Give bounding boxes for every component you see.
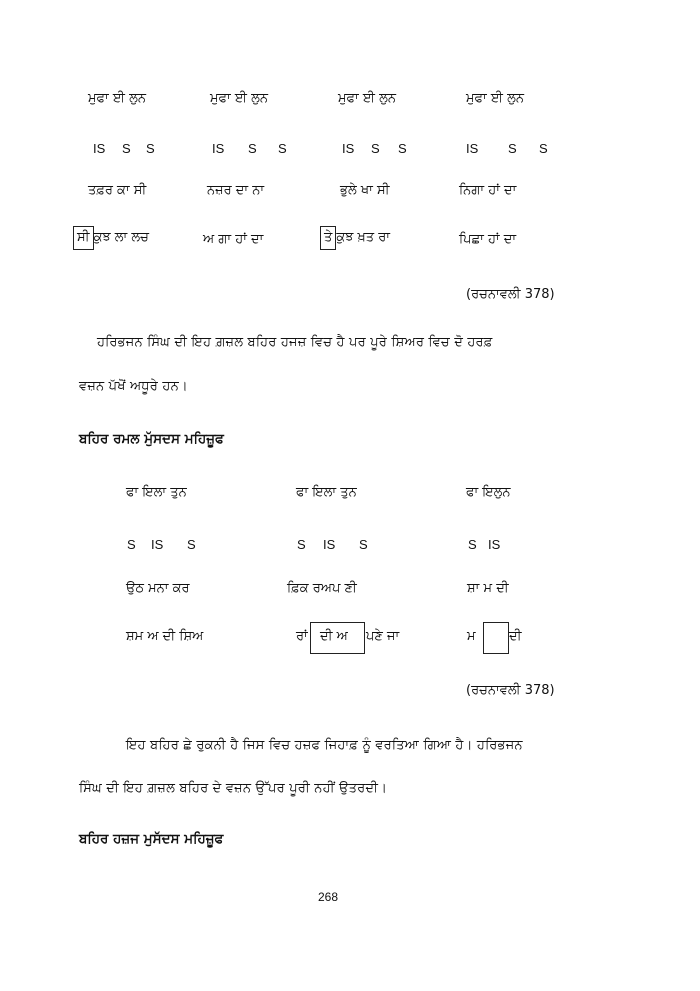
verse-segment-text: ਕੁਝ ਖ਼ਤ ਰਾ: [336, 230, 391, 245]
scansion-mark: S: [278, 141, 287, 156]
scansion-mark: IS: [488, 537, 501, 552]
scansion-mark: S: [398, 141, 407, 156]
highlighted-syllable-box: ਸੀ: [73, 226, 94, 250]
verse-segment: ਪਿਛਾ ਹਾਂ ਦਾ: [459, 232, 517, 247]
verse-segment-pre: ਰਾਂ: [296, 629, 308, 644]
foot-label: ਫਾ ਇਲਾ ਤੁਨ: [296, 485, 357, 500]
foot-label: ਮੁਫਾ ਈ ਲੁਨ: [466, 91, 525, 106]
verse-segment-post: ਦੀ: [509, 629, 522, 644]
verse-segment-marked: [320, 226, 390, 250]
verse-segment: ਸ਼ਮ ਅ ਦੀ ਸ਼ਿਅ: [126, 629, 204, 644]
verse-segment-marked: [73, 226, 149, 250]
scansion-mark: S: [146, 141, 155, 156]
verse-segment-pre: ਮ: [467, 629, 476, 644]
citation: (ਰਚਨਾਵਲੀ 378): [466, 287, 555, 302]
scansion-mark: S: [539, 141, 548, 156]
scansion-mark: S: [122, 141, 131, 156]
verse-segment-post: ਪਣੇ ਜਾ: [366, 629, 400, 644]
section-heading: ਬਹਿਰ ਰਮਲ ਮੁੱਸਦਸ ਮਹਿਜ਼ੂਫ: [79, 431, 224, 447]
citation: (ਰਚਨਾਵਲੀ 378): [466, 683, 555, 698]
verse-segment-text: ਕੁਝ ਲਾ ਲਚ: [93, 230, 149, 245]
paragraph-line: ਇਹ ਬਹਿਰ ਛੇ ਰੁਕਨੀ ਹੈ ਜਿਸ ਵਿਚ ਹਜ਼ਫ ਜਿਹਾਫ਼ ਨੂੰ ਵਰਤਿਆ ਗਿਆ ਹੈ। ਹਰਿਭਜਨ: [126, 738, 523, 753]
scansion-mark: IS: [151, 537, 164, 552]
highlighted-syllable-box: ਤੇ: [320, 226, 336, 250]
verse-segment: ਤਫ਼ਰ ਕਾ ਸੀ: [88, 183, 147, 198]
empty-syllable-box: [483, 622, 509, 654]
scansion-mark: S: [508, 141, 517, 156]
scansion-mark: S: [297, 537, 306, 552]
foot-label: ਮੁਫਾ ਈ ਲੁਨ: [338, 91, 397, 106]
scansion-mark: IS: [342, 141, 355, 156]
scansion-mark: S: [468, 537, 477, 552]
scansion-mark: S: [127, 537, 136, 552]
scansion-mark: IS: [323, 537, 336, 552]
page-number: 268: [318, 890, 339, 904]
verse-segment: ਅ ਗਾ ਹਾਂ ਦਾ: [203, 232, 264, 247]
foot-label: ਮੁਫਾ ਈ ਲੁਨ: [88, 91, 147, 106]
scansion-mark: IS: [212, 141, 225, 156]
paragraph-line: ਹਰਿਭਜਨ ਸਿੰਘ ਦੀ ਇਹ ਗ਼ਜ਼ਲ ਬਹਿਰ ਹਜਜ਼ ਵਿਚ ਹੈ ਪਰ ਪੂਰੇ ਸ਼ਿਅਰ ਵਿਚ ਦੋ ਹਰਫ਼: [97, 335, 493, 350]
verse-segment: ਭੁਲੇ ਖਾ ਸੀ: [340, 183, 390, 198]
verse-segment: ਫ਼ਿਕ ਰਅਪ ਣੀ: [287, 581, 357, 596]
verse-segment: ਸ਼ਾ ਮ ਦੀ: [467, 581, 509, 596]
verse-segment: ਨਜ਼ਰ ਦਾ ਨਾ: [207, 183, 265, 198]
scansion-mark: S: [371, 141, 380, 156]
paragraph-line: ਵਜ਼ਨ ਪੱਖੋਂ ਅਧੂਰੇ ਹਨ।: [79, 379, 188, 394]
paragraph-line: ਸਿੰਘ ਦੀ ਇਹ ਗ਼ਜ਼ਲ ਬਹਿਰ ਦੇ ਵਜ਼ਨ ਉੱਪਰ ਪੂਰੀ ਨਹੀਂ ਉਤਰਦੀ।: [79, 781, 388, 796]
foot-label: ਫਾ ਇਲਾ ਤੁਨ: [126, 485, 187, 500]
verse-segment: ਨਿਗਾ ਹਾਂ ਦਾ: [459, 183, 517, 198]
scansion-mark: S: [359, 537, 368, 552]
scansion-mark: S: [248, 141, 257, 156]
highlighted-syllable: ਦੀ ਅ: [320, 629, 348, 644]
scansion-mark: S: [187, 537, 196, 552]
scansion-mark: IS: [466, 141, 479, 156]
verse-segment: ਉਠ ਮਨਾ ਕਰ: [126, 581, 190, 596]
section-heading: ਬਹਿਰ ਹਜ਼ਜ ਮੁਸੱਦਸ ਮਹਿਜ਼ੂਫ: [79, 831, 224, 847]
scansion-mark: IS: [93, 141, 106, 156]
foot-label: ਫਾ ਇਲੁਨ: [466, 485, 511, 500]
foot-label: ਮੁਫਾ ਈ ਲੁਨ: [210, 91, 269, 106]
